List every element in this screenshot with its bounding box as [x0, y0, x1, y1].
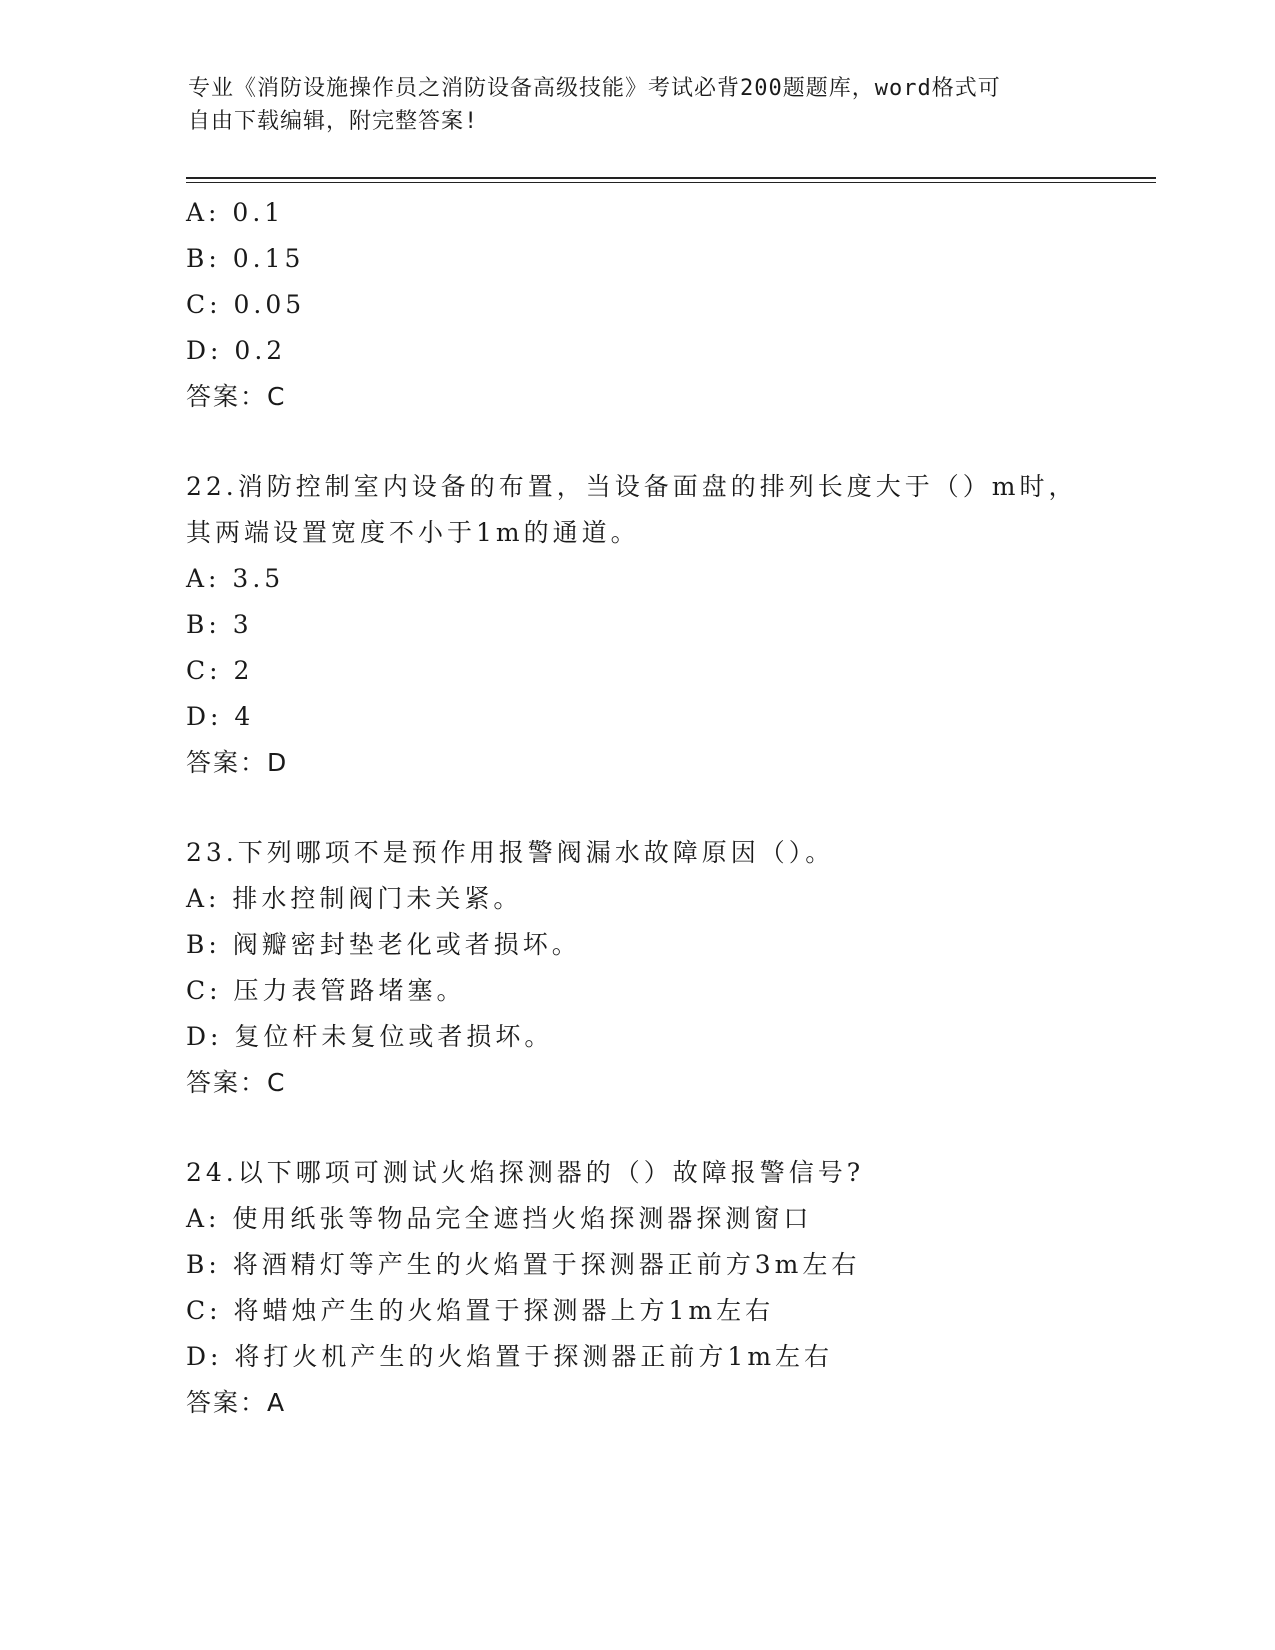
- option-a: A: 排水控制阀门未关紧。: [186, 884, 523, 913]
- option-b: B: 将酒精灯等产生的火焰置于探测器正前方3m左右: [186, 1250, 861, 1279]
- header-rule-thin: [186, 182, 1156, 183]
- option-c: C: 压力表管路堵塞。: [186, 976, 466, 1005]
- header-rule-thick: [186, 177, 1156, 179]
- option-a: A: 3.5: [186, 564, 285, 593]
- answer-line: 答案：C: [186, 382, 287, 411]
- question-stem-line: 其两端设置宽度不小于1m的通道。: [186, 518, 640, 547]
- option-a: A: 使用纸张等物品完全遮挡火焰探测器探测窗口: [186, 1204, 813, 1233]
- option-a: A: 0.1: [186, 198, 285, 227]
- option-b: B: 3: [186, 610, 253, 639]
- option-c: C: 将蜡烛产生的火焰置于探测器上方1m左右: [186, 1296, 775, 1325]
- header-line-2: 自由下载编辑，附完整答案!: [188, 109, 479, 134]
- question-stem-line: 24.以下哪项可测试火焰探测器的（）故障报警信号?: [186, 1158, 865, 1187]
- question-stem-line: 23.下列哪项不是预作用报警阀漏水故障原因（）。: [186, 838, 835, 867]
- option-d: D: 复位杆未复位或者损坏。: [186, 1022, 554, 1051]
- answer-line: 答案：D: [186, 748, 289, 777]
- option-b: B: 0.15: [186, 244, 305, 273]
- option-d: D: 4: [186, 702, 255, 731]
- header-line-1: 专业《消防设施操作员之消防设备高级技能》考试必背200题题库，word格式可: [188, 76, 1001, 101]
- option-d: D: 将打火机产生的火焰置于探测器正前方1m左右: [186, 1342, 834, 1371]
- option-b: B: 阀瓣密封垫老化或者损坏。: [186, 930, 581, 959]
- option-c: C: 0.05: [186, 290, 306, 319]
- question-stem-line: 22.消防控制室内设备的布置，当设备面盘的排列长度大于（）m时，: [186, 472, 1078, 501]
- question-24: [186, 1150, 1086, 1426]
- option-d: D: 0.2: [186, 336, 287, 365]
- option-c: C: 2: [186, 656, 254, 685]
- question-22: [186, 464, 1086, 786]
- question-list: [186, 190, 1086, 1426]
- question-21-continuation: [186, 190, 1086, 420]
- answer-line: 答案：A: [186, 1388, 287, 1417]
- answer-line: 答案：C: [186, 1068, 287, 1097]
- question-23: [186, 830, 1086, 1106]
- document-header: [188, 72, 1088, 138]
